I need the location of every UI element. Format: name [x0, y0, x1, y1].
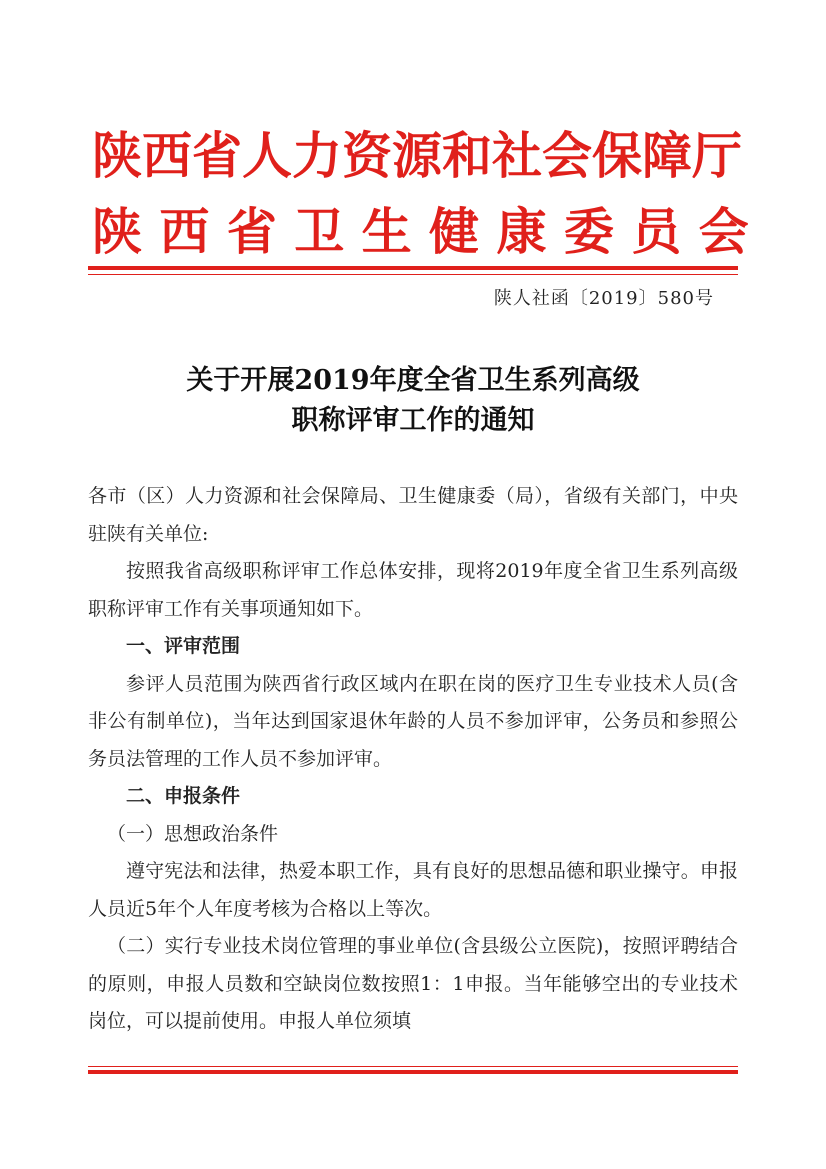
notice-title-line-2: 职称评审工作的通知: [291, 405, 535, 436]
intro-paragraph: 按照我省高级职称评审工作总体安排，现将2019年度全省卫生系列高级职称评审工作有关事项通知如下。: [88, 560, 738, 620]
issuing-org-health: 陕 西 省 卫 生 健 康 委 员 会: [92, 202, 749, 261]
notice-title-line-1: 关于开展2019年度全省卫生系列高级: [186, 365, 640, 396]
subsection-heading-political: （一）思想政治条件: [107, 822, 279, 845]
section-heading-scope: 一、评审范围: [126, 635, 241, 657]
issuing-org-hrss: 陕西省人力资源和社会保障厅: [92, 126, 742, 185]
post-management-paragraph: （二）实行专业技术岗位管理的事业单位(含县级公立医院)，按照评聘结合的原则，申报人员数和空缺岗位数按照1：1申报。当年能够空出的专业技术岗位，可以提前使用。申报人单位须填: [88, 935, 738, 1032]
red-header-rule-thick: [88, 266, 738, 270]
red-header-rule-thin: [88, 274, 738, 275]
scope-paragraph: 参评人员范围为陕西省行政区域内在职在岗的医疗卫生专业技术人员(含非公有制单位)，当年达到国家退休年龄的人员不参加评审，公务员和参照公务员法管理的工作人员不参加评审。: [88, 672, 738, 770]
red-footer-rule-thin: [88, 1066, 738, 1067]
document-number: 陕人社函〔2019〕580号: [493, 288, 714, 309]
political-paragraph: 遵守宪法和法律，热爱本职工作，具有良好的思想品德和职业操守。申报人员近5年个人年度考核为合格以上等次。: [88, 860, 738, 920]
section-heading-conditions: 二、申报条件: [126, 785, 241, 807]
red-footer-rule-thick: [88, 1070, 738, 1074]
notice-body: [88, 478, 738, 1041]
salutation: 各市（区）人力资源和社会保障局、卫生健康委（局），省级有关部门，中央驻陕有关单位:: [88, 485, 738, 545]
